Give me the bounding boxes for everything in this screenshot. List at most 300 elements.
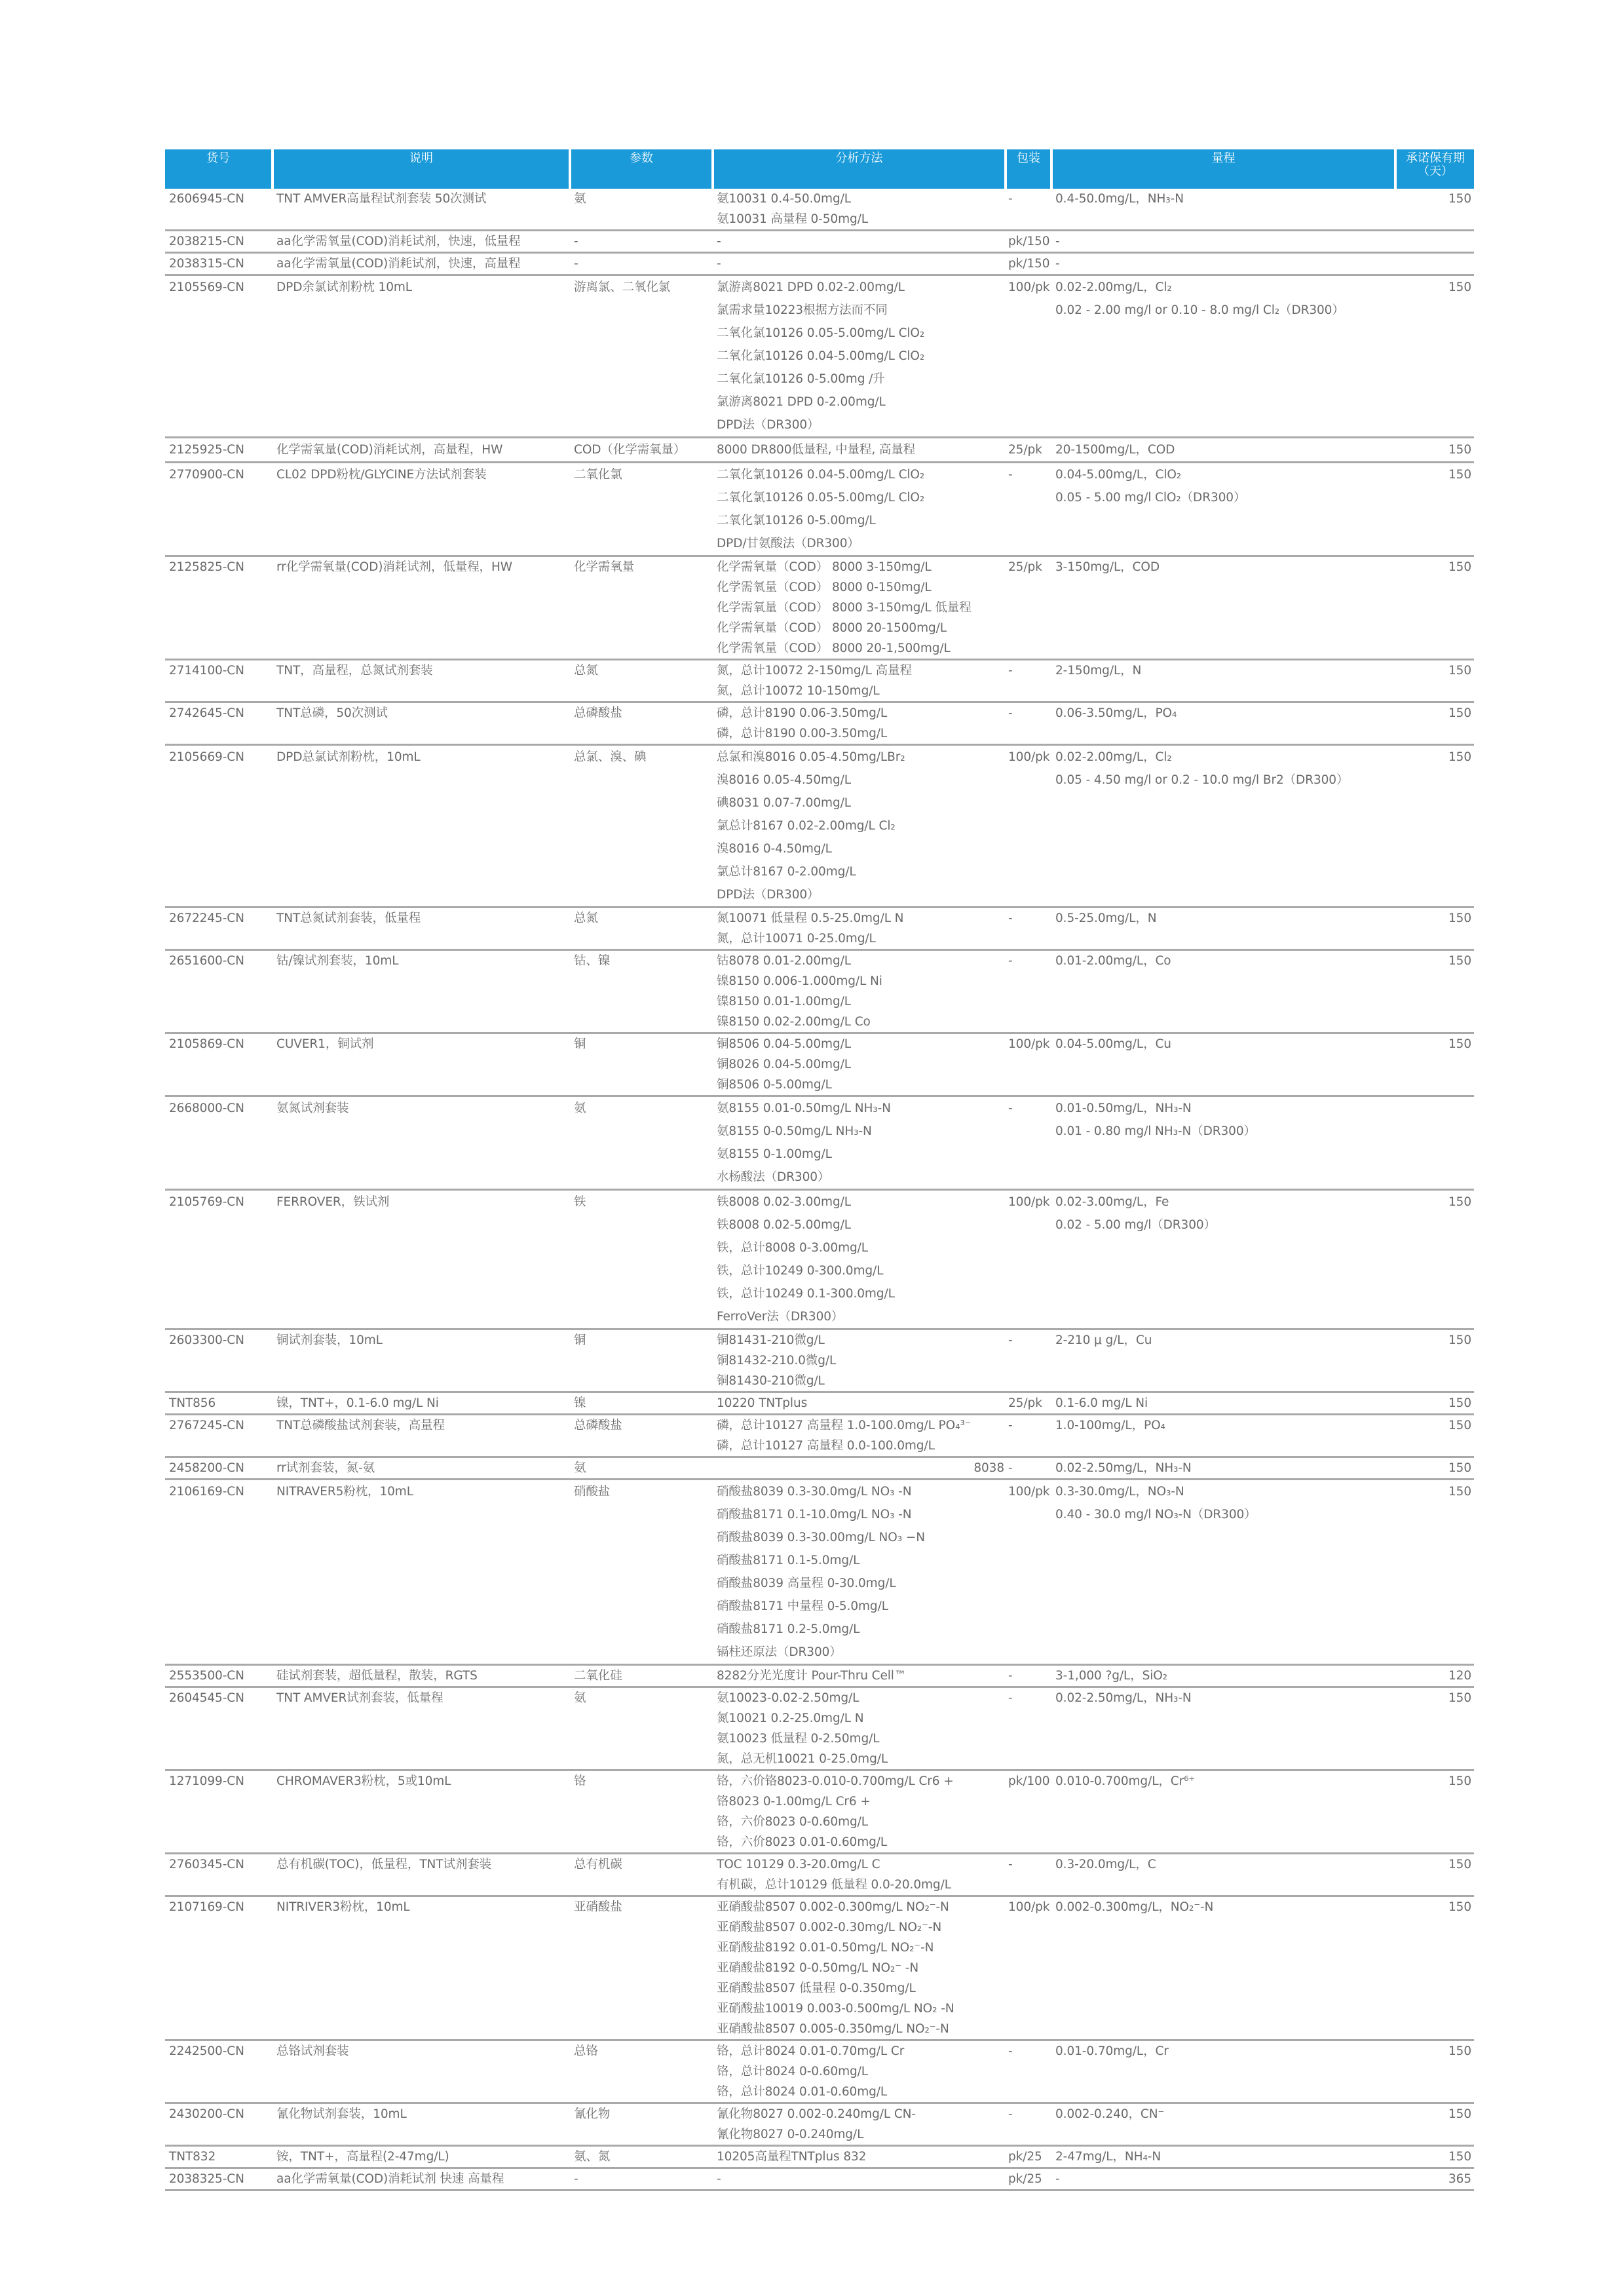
cell-description: TNT AMVER高量程试剂套装 50次测试 [274,189,571,231]
cell-package: - [1007,908,1053,951]
cell-description: TNT，高量程，总氮试剂套装 [274,660,571,703]
cell-item-code: 2770900-CN [165,463,274,557]
method-line: 有机碳，总计10129 低量程 0.0-20.0mg/L [717,1878,951,1892]
cell-description: 化学需氧量(COD)消耗试剂，高量程，HW [274,438,571,463]
table-row [165,1034,1474,1097]
method-line: 二氧化氯10126 0.05-5.00mg/L ClO₂ [717,491,925,505]
cell-range [1053,1393,1397,1415]
cell-package: 100/pk [1007,1034,1053,1097]
cell-shelf-life [1397,254,1474,276]
method-line: 氨10023 低量程 0-2.50mg/L [717,1732,880,1746]
cell-analysis-method [714,660,1007,703]
method-line: 氮，总计10071 0-25.0mg/L [717,932,876,946]
table-row [165,1191,1474,1330]
method-line: 氮，总无机10021 0-25.0mg/L [717,1752,888,1766]
cell-analysis-method [714,1897,1007,2041]
table-row [165,1897,1474,2041]
cell-parameter: 总磷酸盐 [571,1415,714,1458]
cell-description: rr化学需氧量(COD)消耗试剂，低量程，HW [274,557,571,660]
cell-range [1053,908,1397,951]
cell-analysis-method [714,557,1007,660]
method-line: 化学需氧量（COD） 8000 0-150mg/L [717,581,932,594]
cell-description: TNT AMVER试剂套装，低量程 [274,1688,571,1771]
range-line: 0.02-2.00mg/L，Cl₂ [1055,280,1172,294]
table-row [165,463,1474,557]
method-line: 镉柱还原法（DR300） [717,1645,842,1659]
method-line: 硝酸盐8039 高量程 0-30.0mg/L [717,1577,896,1590]
range-line: 3-150mg/L，COD [1055,560,1160,574]
cell-analysis-method [714,703,1007,746]
cell-range [1053,1854,1397,1897]
cell-package: pk/100 [1007,1771,1053,1854]
cell-parameter: 化学需氧量 [571,557,714,660]
cell-description: 氨氮试剂套装 [274,1097,571,1191]
cell-shelf-life: 150 [1397,1393,1474,1415]
table-row [165,1854,1474,1897]
cell-package: pk/25 [1007,2169,1053,2191]
cell-range [1053,1034,1397,1097]
table-row [165,2041,1474,2104]
cell-range [1053,2147,1397,2169]
method-line: 铁8008 0.02-3.00mg/L [717,1195,851,1209]
range-line: 0.04-5.00mg/L，Cu [1055,1037,1171,1051]
range-line: 3-1,000 ?g/L，SiO₂ [1055,1669,1168,1683]
cell-parameter: 铜 [571,1330,714,1393]
cell-parameter: 铁 [571,1191,714,1330]
method-line: 硝酸盐8039 0.3-30.0mg/L NO₃ -N [717,1485,912,1499]
cell-package: - [1007,660,1053,703]
cell-item-code: 2242500-CN [165,2041,274,2104]
range-line: 0.01-0.50mg/L，NH₃-N [1055,1101,1192,1115]
method-line: 铬，六价8023 0.01-0.60mg/L [717,1835,888,1849]
method-line: 铬，总计8024 0.01-0.70mg/L Cr [717,2044,905,2058]
cell-description: aa化学需氧量(COD)消耗试剂，快速，高量程 [274,254,571,276]
cell-parameter: 总磷酸盐 [571,703,714,746]
cell-analysis-method [714,1393,1007,1415]
cell-parameter: 氨 [571,1458,714,1480]
cell-shelf-life: 150 [1397,1480,1474,1666]
method-line: 磷，总计10127 高量程 0.0-100.0mg/L [717,1439,935,1453]
table-row [165,438,1474,463]
cell-item-code: 2125925-CN [165,438,274,463]
cell-shelf-life: 150 [1397,1854,1474,1897]
cell-parameter: 二氧化硅 [571,1666,714,1688]
cell-analysis-method [714,463,1007,557]
range-line: 0.01-0.70mg/L，Cr [1055,2044,1169,2058]
method-line: DPD法（DR300） [717,418,820,432]
range-line: 0.01 - 0.80 mg/l NH₃-N（DR300） [1055,1124,1256,1138]
cell-item-code: 2651600-CN [165,951,274,1034]
cell-description: CL02 DPD粉枕/GLYCINE方法试剂套装 [274,463,571,557]
cell-range [1053,2104,1397,2147]
cell-shelf-life [1397,231,1474,254]
method-line: 化学需氧量（COD） 8000 20-1,500mg/L [717,641,951,655]
cell-item-code: 2038215-CN [165,231,274,254]
method-line: 铜8506 0.04-5.00mg/L [717,1037,851,1051]
cell-range [1053,1480,1397,1666]
cell-description: TNT总磷，50次测试 [274,703,571,746]
cell-package: - [1007,1097,1053,1191]
table-row [165,1330,1474,1393]
range-line: 0.05 - 4.50 mg/l or 0.2 - 10.0 mg/l Br2（DR300） [1055,773,1349,787]
cell-range [1053,438,1397,463]
cell-parameter: 总有机碳 [571,1854,714,1897]
method-line: 二氧化氯10126 0.04-5.00mg/L ClO₂ [717,349,925,363]
method-line: 8000 DR800低量程, 中量程, 高量程 [717,443,916,457]
method-line: 钴8078 0.01-2.00mg/L [717,954,851,968]
cell-shelf-life: 150 [1397,2147,1474,2169]
cell-package: - [1007,1458,1053,1480]
cell-analysis-method [714,1330,1007,1393]
table-header-row [165,149,1474,189]
cell-range [1053,703,1397,746]
cell-package: 100/pk [1007,1897,1053,2041]
range-line: 0.02-2.00mg/L，Cl₂ [1055,750,1172,764]
table-row [165,189,1474,231]
header-range: 量程 [1053,149,1397,189]
cell-item-code: 2767245-CN [165,1415,274,1458]
method-line: 亚硝酸盐8192 0-0.50mg/L NO₂⁻ -N [717,1961,919,1975]
cell-shelf-life: 150 [1397,2041,1474,2104]
cell-analysis-method [714,2041,1007,2104]
cell-shelf-life: 120 [1397,1666,1474,1688]
cell-parameter: 总氮 [571,660,714,703]
cell-package: - [1007,1854,1053,1897]
cell-shelf-life: 365 [1397,2169,1474,2191]
method-line: 铜81430-210微g/L [717,1374,825,1388]
cell-item-code: 2553500-CN [165,1666,274,1688]
method-line: 亚硝酸盐10019 0.003-0.500mg/L NO₂ -N [717,2002,954,2016]
cell-shelf-life: 150 [1397,951,1474,1034]
cell-range [1053,1688,1397,1771]
cell-description: 总铬试剂套装 [274,2041,571,2104]
table-row [165,1480,1474,1666]
method-line: 亚硝酸盐8507 0.002-0.300mg/L NO₂⁻-N [717,1900,949,1914]
table-row [165,1415,1474,1458]
cell-description: 总有机碳(TOC)，低量程，TNT试剂套装 [274,1854,571,1897]
range-line: - [1055,2172,1060,2186]
cell-item-code: 2742645-CN [165,703,274,746]
method-line: 氮10071 低量程 0.5-25.0mg/L N [717,911,904,925]
cell-analysis-method [714,951,1007,1034]
header-package: 包装 [1007,149,1053,189]
header-parameter: 参数 [571,149,714,189]
cell-description: aa化学需氧量(COD)消耗试剂，快速，低量程 [274,231,571,254]
method-line: 化学需氧量（COD） 8000 20-1500mg/L [717,621,947,635]
cell-description: 铵，TNT+，高量程(2-47mg/L) [274,2147,571,2169]
method-line: 铜8026 0.04-5.00mg/L [717,1058,851,1071]
cell-range [1053,189,1397,231]
cell-parameter: 氨 [571,1097,714,1191]
cell-package: - [1007,1415,1053,1458]
method-line: 溴8016 0-4.50mg/L [717,842,832,856]
cell-description: TNT总磷酸盐试剂套装，高量程 [274,1415,571,1458]
cell-analysis-method [714,1097,1007,1191]
range-line: 0.4-50.0mg/L，NH₃-N [1055,192,1184,206]
cell-shelf-life: 150 [1397,908,1474,951]
cell-package: - [1007,1330,1053,1393]
range-line: 2-210 μ g/L，Cu [1055,1333,1152,1347]
table-row [165,1666,1474,1688]
cell-description: 氰化物试剂套装，10mL [274,2104,571,2147]
method-line: 氯游离8021 DPD 0-2.00mg/L [717,395,886,409]
method-line: 亚硝酸盐8507 0.002-0.30mg/L NO₂⁻-N [717,1921,942,1934]
method-line: 总氯和溴8016 0.05-4.50mg/LBr₂ [717,750,905,764]
cell-item-code: TNT856 [165,1393,274,1415]
range-line: 0.5-25.0mg/L，N [1055,911,1157,925]
cell-range [1053,746,1397,908]
cell-range [1053,1415,1397,1458]
range-line: 0.02-3.00mg/L，Fe [1055,1195,1169,1209]
cell-analysis-method [714,908,1007,951]
cell-package: 100/pk [1007,746,1053,908]
cell-item-code: 2105569-CN [165,276,274,438]
cell-range [1053,1897,1397,2041]
cell-range [1053,1191,1397,1330]
range-line: 2-47mg/L，NH₄-N [1055,2150,1161,2164]
cell-range [1053,254,1397,276]
cell-analysis-method [714,1771,1007,1854]
method-line: 氨8155 0-0.50mg/L NH₃-N [717,1124,872,1138]
cell-parameter: 氨、氮 [571,2147,714,2169]
table-row [165,703,1474,746]
method-line: 氮10021 0.2-25.0mg/L N [717,1712,864,1725]
header-shelf-life: 承诺保有期（天） [1397,149,1474,189]
cell-shelf-life: 150 [1397,189,1474,231]
cell-range [1053,231,1397,254]
cell-shelf-life [1397,1097,1474,1191]
cell-package: 25/pk [1007,1393,1053,1415]
cell-package: - [1007,951,1053,1034]
cell-analysis-method [714,2147,1007,2169]
range-line: 0.01-2.00mg/L，Co [1055,954,1171,968]
method-line: 铁，总计10249 0-300.0mg/L [717,1264,884,1278]
cell-shelf-life: 150 [1397,1415,1474,1458]
cell-description: DPD余氯试剂粉枕 10mL [274,276,571,438]
cell-item-code: 2606945-CN [165,189,274,231]
method-line: TOC 10129 0.3-20.0mg/L C [717,1858,880,1871]
reagent-table [165,149,1474,2191]
method-line: DPD/甘氨酸法（DR300） [717,537,859,550]
cell-description: NITRAVER5粉枕，10mL [274,1480,571,1666]
method-line: 铜81431-210微g/L [717,1333,825,1347]
cell-description: 硅试剂套装，超低量程，散装，RGTS [274,1666,571,1688]
range-line: - [1055,257,1060,271]
cell-parameter: COD（化学需氧量） [571,438,714,463]
method-line: 铬8023 0-1.00mg/L Cr6 + [717,1795,871,1808]
method-line: 氰化物8027 0-0.240mg/L [717,2128,864,2141]
cell-analysis-method [714,1415,1007,1458]
cell-shelf-life: 150 [1397,2104,1474,2147]
method-line: - [717,257,721,271]
cell-parameter: 氨 [571,189,714,231]
cell-item-code: 2714100-CN [165,660,274,703]
cell-package: - [1007,703,1053,746]
cell-shelf-life: 150 [1397,1897,1474,2041]
cell-parameter: 总氯、溴、碘 [571,746,714,908]
table-row [165,254,1474,276]
cell-analysis-method [714,1191,1007,1330]
cell-analysis-method [714,746,1007,908]
reagent-table-sheet [165,149,1474,2191]
cell-item-code: 2430200-CN [165,2104,274,2147]
cell-description: 镍，TNT+，0.1-6.0 mg/L Ni [274,1393,571,1415]
cell-description: 铜试剂套装，10mL [274,1330,571,1393]
method-line: 硝酸盐8171 0.1-10.0mg/L NO₃ -N [717,1508,912,1521]
cell-item-code: 2125825-CN [165,557,274,660]
method-line: 碘8031 0.07-7.00mg/L [717,796,851,810]
method-line: 氮，总计10072 10-150mg/L [717,684,880,698]
method-line: 硝酸盐8171 中量程 0-5.0mg/L [717,1599,888,1613]
cell-item-code: 2603300-CN [165,1330,274,1393]
cell-description: aa化学需氧量(COD)消耗试剂 快速 高量程 [274,2169,571,2191]
method-line: 氰化物8027 0.002-0.240mg/L CN- [717,2107,916,2121]
method-line: 磷，总计8190 0.06-3.50mg/L [717,706,888,720]
cell-description: FERROVER，铁试剂 [274,1191,571,1330]
method-line: FerroVer法（DR300） [717,1310,844,1324]
header-item-code: 货号 [165,149,274,189]
range-line: 20-1500mg/L，COD [1055,443,1175,457]
cell-item-code: 2105769-CN [165,1191,274,1330]
cell-shelf-life: 150 [1397,1330,1474,1393]
method-line: 铬，六价铬8023-0.010-0.700mg/L Cr6 + [717,1774,954,1788]
cell-analysis-method [714,1854,1007,1897]
range-line: 0.002-0.300mg/L，NO₂⁻-N [1055,1900,1214,1914]
method-line: 二氧化氯10126 0.05-5.00mg/L ClO₂ [717,326,925,340]
method-line: 10205高量程TNTplus 832 [717,2150,867,2164]
method-line: 铬，六价8023 0-0.60mg/L [717,1815,869,1829]
cell-item-code: 2105669-CN [165,746,274,908]
cell-analysis-method [714,231,1007,254]
cell-item-code: TNT832 [165,2147,274,2169]
cell-item-code: 2038315-CN [165,254,274,276]
method-line: 亚硝酸盐8507 0.005-0.350mg/L NO₂⁻-N [717,2022,949,2036]
cell-range [1053,1330,1397,1393]
cell-description: TNT总氮试剂套装，低量程 [274,908,571,951]
cell-item-code: 2107169-CN [165,1897,274,2041]
method-line: 水杨酸法（DR300） [717,1170,830,1184]
cell-range [1053,2041,1397,2104]
method-line: - [717,2172,721,2186]
method-line: 氨10023-0.02-2.50mg/L [717,1691,859,1705]
method-line: DPD法（DR300） [717,888,820,902]
cell-package: - [1007,189,1053,231]
cell-package: pk/150 [1007,254,1053,276]
cell-shelf-life: 150 [1397,1458,1474,1480]
table-row [165,276,1474,438]
cell-package: 100/pk [1007,276,1053,438]
method-line: 铁，总计8008 0-3.00mg/L [717,1241,869,1255]
cell-analysis-method [714,1666,1007,1688]
cell-package: - [1007,2041,1053,2104]
method-line: 磷，总计10127 高量程 1.0-100.0mg/L PO₄³⁻ [717,1419,972,1432]
cell-shelf-life: 150 [1397,1191,1474,1330]
cell-analysis-method [714,2169,1007,2191]
cell-parameter: 铬 [571,1771,714,1854]
cell-parameter: 总铬 [571,2041,714,2104]
method-line: 10220 TNTplus [717,1396,808,1410]
cell-item-code: 2668000-CN [165,1097,274,1191]
range-line: - [1055,235,1060,248]
range-line: 1.0-100mg/L，PO₄ [1055,1419,1165,1432]
range-line: 0.05 - 5.00 mg/l ClO₂（DR300） [1055,491,1246,505]
cell-range [1053,557,1397,660]
method-line: - [717,235,721,248]
table-row [165,2147,1474,2169]
cell-analysis-method [714,189,1007,231]
method-line: 镍8150 0.01-1.00mg/L [717,995,851,1008]
method-line: 氯总计8167 0-2.00mg/L [717,865,856,879]
method-line: 镍8150 0.02-2.00mg/L Co [717,1015,871,1029]
cell-description: rr试剂套装，氮-氨 [274,1458,571,1480]
cell-shelf-life: 150 [1397,1688,1474,1771]
cell-range [1053,2169,1397,2191]
method-line: 铬，总计8024 0.01-0.60mg/L [717,2085,888,2099]
table-row [165,1688,1474,1771]
cell-analysis-method [714,1458,1007,1480]
table-row [165,1458,1474,1480]
cell-description: 钴/镍试剂套装，10mL [274,951,571,1034]
cell-parameter: 亚硝酸盐 [571,1897,714,2041]
cell-analysis-method [714,1688,1007,1771]
table-row [165,2104,1474,2147]
cell-range [1053,276,1397,438]
range-line: 0.010-0.700mg/L，Cr⁶⁺ [1055,1774,1196,1788]
method-line: 铁8008 0.02-5.00mg/L [717,1218,851,1232]
cell-package: 25/pk [1007,438,1053,463]
cell-description: NITRIVER3粉枕，10mL [274,1897,571,2041]
table-row [165,908,1474,951]
method-line: 8038 [973,1461,1004,1475]
method-line: 二氧化氯10126 0-5.00mg /升 [717,372,885,386]
cell-range [1053,1458,1397,1480]
cell-range [1053,1666,1397,1688]
range-line: 0.04-5.00mg/L，ClO₂ [1055,468,1182,482]
cell-range [1053,1771,1397,1854]
range-line: 0.06-3.50mg/L，PO₄ [1055,706,1177,720]
method-line: 氮，总计10072 2-150mg/L 高量程 [717,664,912,678]
range-line: 0.02-2.50mg/L，NH₃-N [1055,1461,1192,1475]
method-line: 化学需氧量（COD） 8000 3-150mg/L [717,560,932,574]
method-line: 氨10031 高量程 0-50mg/L [717,212,869,226]
range-line: 0.02 - 5.00 mg/l（DR300） [1055,1218,1216,1232]
cell-parameter: 镍 [571,1393,714,1415]
cell-range [1053,463,1397,557]
cell-item-code: 2604545-CN [165,1688,274,1771]
cell-description: CUVER1，铜试剂 [274,1034,571,1097]
cell-item-code: 1271099-CN [165,1771,274,1854]
cell-analysis-method [714,254,1007,276]
cell-description: CHROMAVER3粉枕，5或10mL [274,1771,571,1854]
cell-parameter: 氨 [571,1688,714,1771]
method-line: 氯游离8021 DPD 0.02-2.00mg/L [717,280,905,294]
cell-parameter: - [571,254,714,276]
method-line: 硝酸盐8039 0.3-30.00mg/L NO₃ −N [717,1531,925,1544]
cell-parameter: 二氧化氯 [571,463,714,557]
method-line: 氯需求量10223根据方法而不同 [717,303,888,317]
method-line: 铜81432-210.0微g/L [717,1354,837,1368]
cell-parameter: 硝酸盐 [571,1480,714,1666]
header-analysis-method: 分析方法 [714,149,1007,189]
cell-package: 100/pk [1007,1191,1053,1330]
cell-shelf-life: 150 [1397,1034,1474,1097]
cell-package: - [1007,1666,1053,1688]
table-row [165,1771,1474,1854]
cell-item-code: 2672245-CN [165,908,274,951]
cell-analysis-method [714,1480,1007,1666]
cell-shelf-life: 150 [1397,703,1474,746]
cell-analysis-method [714,1034,1007,1097]
